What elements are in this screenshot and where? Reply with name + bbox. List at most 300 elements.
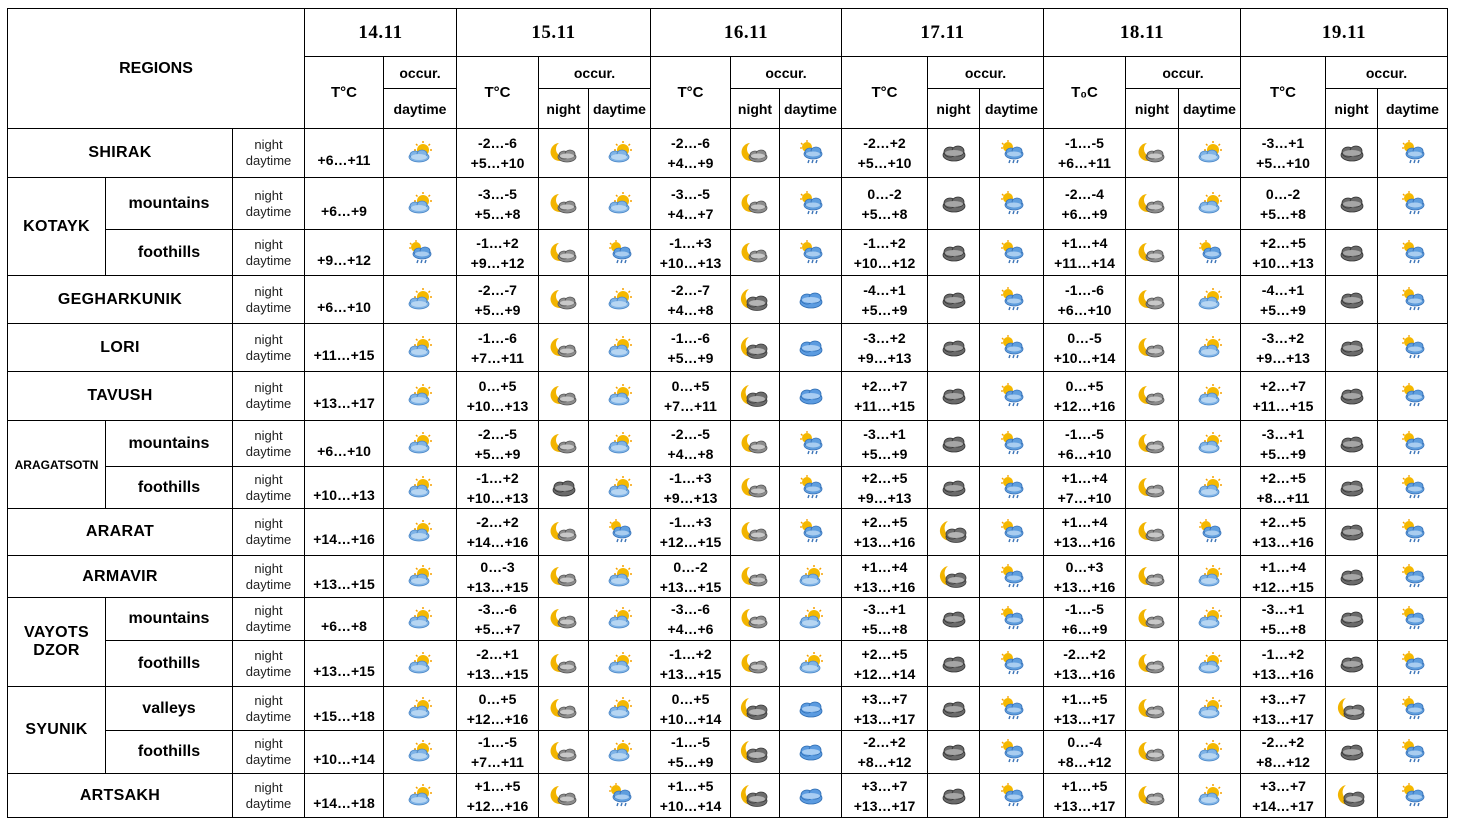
- cloud-sun-rain-icon: [796, 140, 826, 166]
- temperature-range: [842, 324, 928, 372]
- weather-cell: [731, 731, 780, 774]
- daytime-temperature: +4…+8: [667, 445, 714, 462]
- daytime-temperature: +8…+12: [1256, 754, 1310, 770]
- sun-cloud-icon: [1195, 475, 1225, 501]
- sun-cloud-icon: [1195, 140, 1225, 166]
- temperature-range: [1241, 178, 1326, 230]
- weather-cell: [1179, 467, 1241, 509]
- dark-cloud-icon: [939, 651, 969, 677]
- weather-cell: [780, 324, 842, 372]
- cloud-sun-rain-icon: [1398, 564, 1428, 590]
- weather-cell: [980, 731, 1044, 774]
- blue-cloud-icon: [796, 783, 826, 809]
- night-temperature: +2…+5: [1260, 234, 1306, 251]
- weather-cell: [731, 556, 780, 598]
- weather-cell: [1126, 178, 1179, 230]
- weather-cell: [1179, 641, 1241, 687]
- temperature-range: [457, 556, 539, 598]
- temperature-range: [1241, 421, 1326, 467]
- weather-cell: [1179, 509, 1241, 556]
- weather-cell: [980, 687, 1044, 731]
- sun-cloud-icon: [605, 140, 635, 166]
- dark-cloud-icon: [939, 739, 969, 765]
- weather-cell: [928, 178, 980, 230]
- moon-cloud-icon: [549, 783, 579, 809]
- cloud-sun-rain-icon: [997, 335, 1027, 361]
- weather-cell: [1179, 687, 1241, 731]
- weather-cell: [980, 421, 1044, 467]
- night-temperature: +1…+5: [474, 777, 521, 794]
- moon-cloud-icon: [1137, 431, 1167, 457]
- temperature-range: [305, 731, 384, 774]
- night-daytime-label: night daytime: [233, 178, 305, 230]
- date-header: 15.11: [457, 9, 651, 57]
- weather-cell: [980, 598, 1044, 641]
- night-temperature: 0…-3: [480, 558, 515, 575]
- dark-cloud-icon: [549, 475, 579, 501]
- daytime-temperature: +13…+15: [466, 578, 529, 595]
- moon-cloud-icon: [1137, 383, 1167, 409]
- sun-cloud-icon: [405, 431, 435, 457]
- weather-cell: [780, 372, 842, 421]
- night-temperature: -3…-5: [478, 185, 517, 202]
- night-daytime-label: night daytime: [233, 129, 305, 178]
- weather-cell: [1179, 230, 1241, 276]
- cloud-sun-rain-icon: [1195, 240, 1225, 266]
- weather-cell: [980, 556, 1044, 598]
- daytime-temperature: +5…+9: [1260, 301, 1306, 318]
- weather-cell: [589, 324, 651, 372]
- subregion-mountains: mountains: [106, 421, 233, 467]
- temperature-range: [842, 230, 928, 276]
- cloud-sun-rain-icon: [405, 240, 435, 266]
- weather-cell: [780, 467, 842, 509]
- weather-cell: [980, 467, 1044, 509]
- subregion-mountains: mountains: [106, 598, 233, 641]
- moon-cloud-icon: [740, 651, 770, 677]
- daytime-header: daytime: [589, 89, 651, 129]
- night-temperature: 0…+3: [1065, 558, 1104, 575]
- sun-cloud-icon: [605, 383, 635, 409]
- cloud-sun-rain-icon: [1398, 431, 1428, 457]
- sun-cloud-icon: [1195, 696, 1225, 722]
- daytime-temperature: +12…+15: [659, 534, 722, 550]
- weather-cell: [780, 687, 842, 731]
- daytime-temperature: +10…+14: [659, 710, 722, 727]
- sun-cloud-icon: [605, 739, 635, 765]
- night-temperature: 0…+5: [478, 378, 517, 394]
- night-daytime-label: night daytime: [233, 641, 305, 687]
- temperature-range: [457, 774, 539, 818]
- blue-cloud-icon: [796, 287, 826, 313]
- sun-cloud-icon: [605, 191, 635, 217]
- cloud-sun-rain-icon: [1398, 383, 1428, 409]
- weather-cell: [1326, 556, 1378, 598]
- dark-cloud-icon: [1337, 475, 1367, 501]
- cloud-sun-rain-icon: [1195, 519, 1225, 545]
- daytime-temperature: +13…+15: [659, 578, 722, 595]
- daytime-header: daytime: [780, 89, 842, 129]
- night-temperature: -1…-5: [1065, 135, 1104, 151]
- cloud-sun-rain-icon: [997, 739, 1027, 765]
- subregion-foothills: foothills: [106, 641, 233, 687]
- night-temperature: 0…+5: [478, 690, 517, 707]
- night-temperature: -1…-5: [1065, 601, 1104, 617]
- weather-cell: [1179, 129, 1241, 178]
- night-temperature: -2…-5: [478, 425, 517, 442]
- sun-cloud-icon: [1195, 564, 1225, 590]
- daytime-temperature: +6…+9: [1061, 621, 1108, 637]
- daytime-temperature: +10…+12: [853, 254, 916, 271]
- night-temperature: -3…-6: [671, 601, 710, 617]
- weather-cell: [589, 421, 651, 467]
- daytime-temperature: +6…+9: [321, 202, 367, 219]
- night-temperature: -3…+1: [863, 601, 906, 617]
- table-row: [8, 129, 1448, 178]
- sun-cloud-icon: [605, 696, 635, 722]
- occurrence-header: occur.: [1326, 57, 1448, 89]
- weather-cell: [1126, 129, 1179, 178]
- sun-cloud-icon: [1195, 651, 1225, 677]
- weather-cell: [928, 230, 980, 276]
- weather-cell: [1326, 731, 1378, 774]
- sun-cloud-icon: [1195, 191, 1225, 217]
- daytime-temperature: +10…+13: [1252, 254, 1314, 271]
- cloud-sun-rain-icon: [796, 475, 826, 501]
- daytime-header: daytime: [1179, 89, 1241, 129]
- cloud-sun-rain-icon: [1398, 475, 1428, 501]
- weather-cell: [1179, 276, 1241, 324]
- moon-cloud-icon: [1137, 287, 1167, 313]
- night-temperature: +2…+5: [861, 645, 908, 662]
- night-temperature: -4…+1: [1261, 281, 1305, 298]
- night-daytime-label: night daytime: [233, 598, 305, 641]
- weather-cell: [384, 421, 457, 467]
- weather-cell: [1326, 467, 1378, 509]
- night-temperature: -2…-7: [671, 281, 710, 298]
- cloud-sun-rain-icon: [605, 519, 635, 545]
- cloud-sun-rain-icon: [997, 475, 1027, 501]
- sun-cloud-icon: [605, 651, 635, 677]
- temperature-range: [305, 372, 384, 421]
- temperature-range: [1044, 687, 1126, 731]
- weather-cell: [780, 178, 842, 230]
- daytime-temperature: +4…+6: [667, 621, 714, 637]
- weather-cell: [731, 230, 780, 276]
- weather-cell: [539, 598, 589, 641]
- temperature-range: [651, 230, 731, 276]
- temperature-range: [842, 731, 928, 774]
- weather-cell: [980, 178, 1044, 230]
- weather-cell: [731, 598, 780, 641]
- temperature-range: [457, 509, 539, 556]
- weather-cell: [539, 687, 589, 731]
- temperature-range: [842, 372, 928, 421]
- weather-cell: [1126, 509, 1179, 556]
- daytime-temperature: +10…+14: [313, 751, 375, 767]
- daytime-temperature: +10…+13: [466, 398, 529, 414]
- region-artsakh: ARTSAKH: [8, 774, 233, 818]
- weather-cell: [731, 372, 780, 421]
- weather-cell: [539, 774, 589, 818]
- weather-cell: [589, 467, 651, 509]
- sun-cloud-icon: [405, 783, 435, 809]
- dark-cloud-icon: [939, 287, 969, 313]
- date-header: 14.11: [305, 9, 457, 57]
- dark-cloud-icon: [939, 696, 969, 722]
- table-row: [8, 230, 1448, 276]
- daytime-temperature: +14…+16: [313, 531, 375, 547]
- table-row: [8, 372, 1448, 421]
- table-row: [8, 687, 1448, 731]
- weather-cell: [384, 276, 457, 324]
- night-daytime-label: night daytime: [233, 687, 305, 731]
- weather-cell: [1326, 687, 1378, 731]
- temperature-range: [842, 641, 928, 687]
- temperature-range: [842, 276, 928, 324]
- dark-cloud-icon: [1337, 287, 1367, 313]
- weather-cell: [780, 276, 842, 324]
- temperature-range: [651, 324, 731, 372]
- cloud-sun-rain-icon: [1398, 519, 1428, 545]
- dark-cloud-icon: [1337, 519, 1367, 545]
- weather-cell: [384, 509, 457, 556]
- night-temperature: -1…+2: [476, 234, 519, 251]
- temperature-header: T°C: [305, 57, 384, 129]
- weather-cell: [1179, 421, 1241, 467]
- weather-cell: [384, 641, 457, 687]
- temperature-range: [1044, 641, 1126, 687]
- weather-cell: [780, 421, 842, 467]
- night-temperature: 0…-2: [867, 185, 902, 202]
- daytime-temperature: +7…+11: [471, 754, 524, 770]
- moon-cloud-icon: [549, 335, 579, 361]
- night-daytime-label: night daytime: [233, 467, 305, 509]
- region-aragatsotn: ARAGATSOTN: [8, 421, 106, 509]
- night-temperature: +2…+5: [861, 514, 908, 530]
- table-row: [8, 598, 1448, 641]
- occurrence-header: occur.: [1126, 57, 1241, 89]
- daytime-temperature: +11…+15: [313, 346, 375, 363]
- moon-cloud-icon: [740, 240, 770, 266]
- temperature-range: [457, 324, 539, 372]
- temperature-range: [305, 276, 384, 324]
- weather-cell: [589, 731, 651, 774]
- occurrence-header: occur.: [539, 57, 651, 89]
- daytime-temperature: +13…+16: [1053, 534, 1116, 550]
- weather-cell: [731, 324, 780, 372]
- table-row: [8, 556, 1448, 598]
- night-temperature: -2…-6: [478, 135, 517, 151]
- sun-cloud-icon: [796, 651, 826, 677]
- sun-cloud-icon: [605, 431, 635, 457]
- weather-cell: [928, 774, 980, 818]
- weather-cell: [780, 230, 842, 276]
- weather-cell: [1326, 421, 1378, 467]
- dark-cloud-icon: [1337, 140, 1367, 166]
- daytime-temperature: +6…+11: [317, 152, 371, 168]
- temperature-range: [651, 467, 731, 509]
- temperature-range: [305, 230, 384, 276]
- daytime-temperature: +5…+10: [1256, 155, 1310, 171]
- weather-cell: [980, 509, 1044, 556]
- sun-cloud-icon: [405, 696, 435, 722]
- daytime-temperature: +9…+13: [1256, 349, 1310, 366]
- daytime-header: daytime: [1378, 89, 1448, 129]
- weather-cell: [589, 178, 651, 230]
- temperature-range: [1044, 372, 1126, 421]
- table-row: [8, 276, 1448, 324]
- daytime-temperature: +10…+13: [659, 254, 722, 271]
- temperature-range: [1044, 467, 1126, 509]
- region-tavush: TAVUSH: [8, 372, 233, 421]
- sun-cloud-icon: [405, 519, 435, 545]
- weather-cell: [780, 598, 842, 641]
- sun-cloud-icon: [605, 287, 635, 313]
- night-header: night: [928, 89, 980, 129]
- weather-cell: [384, 178, 457, 230]
- daytime-temperature: +7…+10: [1057, 489, 1112, 506]
- temperature-range: [457, 129, 539, 178]
- daytime-temperature: +5…+8: [474, 205, 521, 222]
- daytime-temperature: +9…+12: [317, 251, 371, 268]
- daytime-temperature: +13…+15: [313, 662, 375, 679]
- cloud-sun-rain-icon: [997, 651, 1027, 677]
- weather-cell: [1378, 774, 1448, 818]
- weather-cell: [1378, 276, 1448, 324]
- daytime-temperature: +13…+17: [313, 395, 375, 411]
- temperature-range: [651, 641, 731, 687]
- daytime-temperature: +13…+16: [1252, 534, 1314, 550]
- weather-cell: [384, 687, 457, 731]
- temperature-range: [842, 598, 928, 641]
- weather-cell: [928, 731, 980, 774]
- temperature-range: [1044, 598, 1126, 641]
- night-temperature: +1…+4: [1260, 558, 1306, 575]
- weather-cell: [928, 687, 980, 731]
- night-temperature: -1…-6: [671, 329, 710, 346]
- sun-cloud-icon: [605, 475, 635, 501]
- daytime-temperature: +9…+13: [663, 489, 718, 506]
- weather-cell: [589, 372, 651, 421]
- weather-cell: [780, 731, 842, 774]
- weather-cell: [384, 230, 457, 276]
- sun-cloud-icon: [1195, 335, 1225, 361]
- sun-cloud-icon: [1195, 383, 1225, 409]
- temperature-header: T₀C: [1044, 57, 1126, 129]
- daytime-temperature: +6…+10: [1057, 445, 1112, 462]
- weather-cell: [1326, 276, 1378, 324]
- night-temperature: -1…-5: [671, 734, 710, 750]
- weather-cell: [928, 641, 980, 687]
- temperature-range: [305, 556, 384, 598]
- daytime-temperature: +5…+9: [474, 445, 521, 462]
- sun-cloud-icon: [1195, 431, 1225, 457]
- sun-cloud-icon: [405, 606, 435, 632]
- night-temperature: -1…-5: [1065, 425, 1104, 442]
- night-temperature: 0…-4: [1067, 734, 1102, 750]
- temperature-range: [1241, 230, 1326, 276]
- daytime-temperature: +5…+9: [861, 301, 908, 318]
- daytime-temperature: +6…+10: [1057, 301, 1112, 318]
- daytime-temperature: +12…+14: [853, 665, 916, 682]
- table-row: [8, 509, 1448, 556]
- moon-cloud-icon: [1137, 335, 1167, 361]
- cloud-sun-rain-icon: [1398, 606, 1428, 632]
- daytime-temperature: +5…+9: [667, 349, 714, 366]
- night-temperature: -2…+2: [863, 135, 906, 151]
- moon-cloud-icon: [549, 651, 579, 677]
- moon-cloud-big-icon: [740, 383, 770, 409]
- subregion-foothills: foothills: [106, 467, 233, 509]
- temperature-range: [1044, 129, 1126, 178]
- temperature-range: [842, 178, 928, 230]
- temperature-range: [842, 774, 928, 818]
- forecast-table-wrapper: [7, 8, 1448, 818]
- table-row: [8, 641, 1448, 687]
- daytime-temperature: +9…+13: [857, 489, 912, 506]
- night-temperature: 0…+5: [671, 690, 710, 707]
- daytime-temperature: +8…+12: [857, 754, 912, 770]
- temperature-range: [651, 178, 731, 230]
- weather-cell: [1378, 178, 1448, 230]
- weather-cell: [1179, 178, 1241, 230]
- table-row: [8, 421, 1448, 467]
- daytime-temperature: +5…+8: [861, 621, 908, 637]
- moon-cloud-icon: [549, 431, 579, 457]
- night-temperature: -3…+1: [863, 425, 906, 442]
- regions-header: REGIONS: [8, 9, 305, 129]
- temperature-range: [1241, 687, 1326, 731]
- temperature-range: [457, 372, 539, 421]
- weather-cell: [539, 421, 589, 467]
- cloud-sun-rain-icon: [1398, 696, 1428, 722]
- night-temperature: -1…-5: [478, 734, 517, 750]
- weather-cell: [780, 641, 842, 687]
- temperature-range: [305, 324, 384, 372]
- sun-cloud-icon: [405, 287, 435, 313]
- temperature-range: [1241, 641, 1326, 687]
- temperature-range: [457, 467, 539, 509]
- temperature-range: [305, 467, 384, 509]
- dark-cloud-icon: [939, 783, 969, 809]
- weather-cell: [539, 324, 589, 372]
- dark-cloud-icon: [939, 383, 969, 409]
- weather-cell: [731, 421, 780, 467]
- weather-cell: [1126, 556, 1179, 598]
- daytime-temperature: +5…+7: [474, 621, 521, 637]
- cloud-sun-rain-icon: [997, 606, 1027, 632]
- moon-cloud-icon: [549, 519, 579, 545]
- weather-cell: [1378, 641, 1448, 687]
- night-temperature: -3…+1: [1261, 425, 1305, 442]
- night-temperature: 0…+5: [671, 378, 710, 394]
- moon-cloud-icon: [549, 739, 579, 765]
- daytime-temperature: +10…+13: [466, 489, 529, 506]
- weather-cell: [1179, 556, 1241, 598]
- moon-cloud-icon: [740, 606, 770, 632]
- sun-cloud-icon: [605, 606, 635, 632]
- daytime-temperature: +13…+16: [1053, 578, 1116, 595]
- temperature-range: [651, 372, 731, 421]
- weather-cell: [384, 556, 457, 598]
- temperature-range: [842, 509, 928, 556]
- weather-cell: [928, 324, 980, 372]
- night-temperature: -3…+1: [1261, 135, 1305, 151]
- temperature-range: [1044, 324, 1126, 372]
- weather-cell: [384, 129, 457, 178]
- daytime-temperature: +7…+11: [471, 349, 524, 366]
